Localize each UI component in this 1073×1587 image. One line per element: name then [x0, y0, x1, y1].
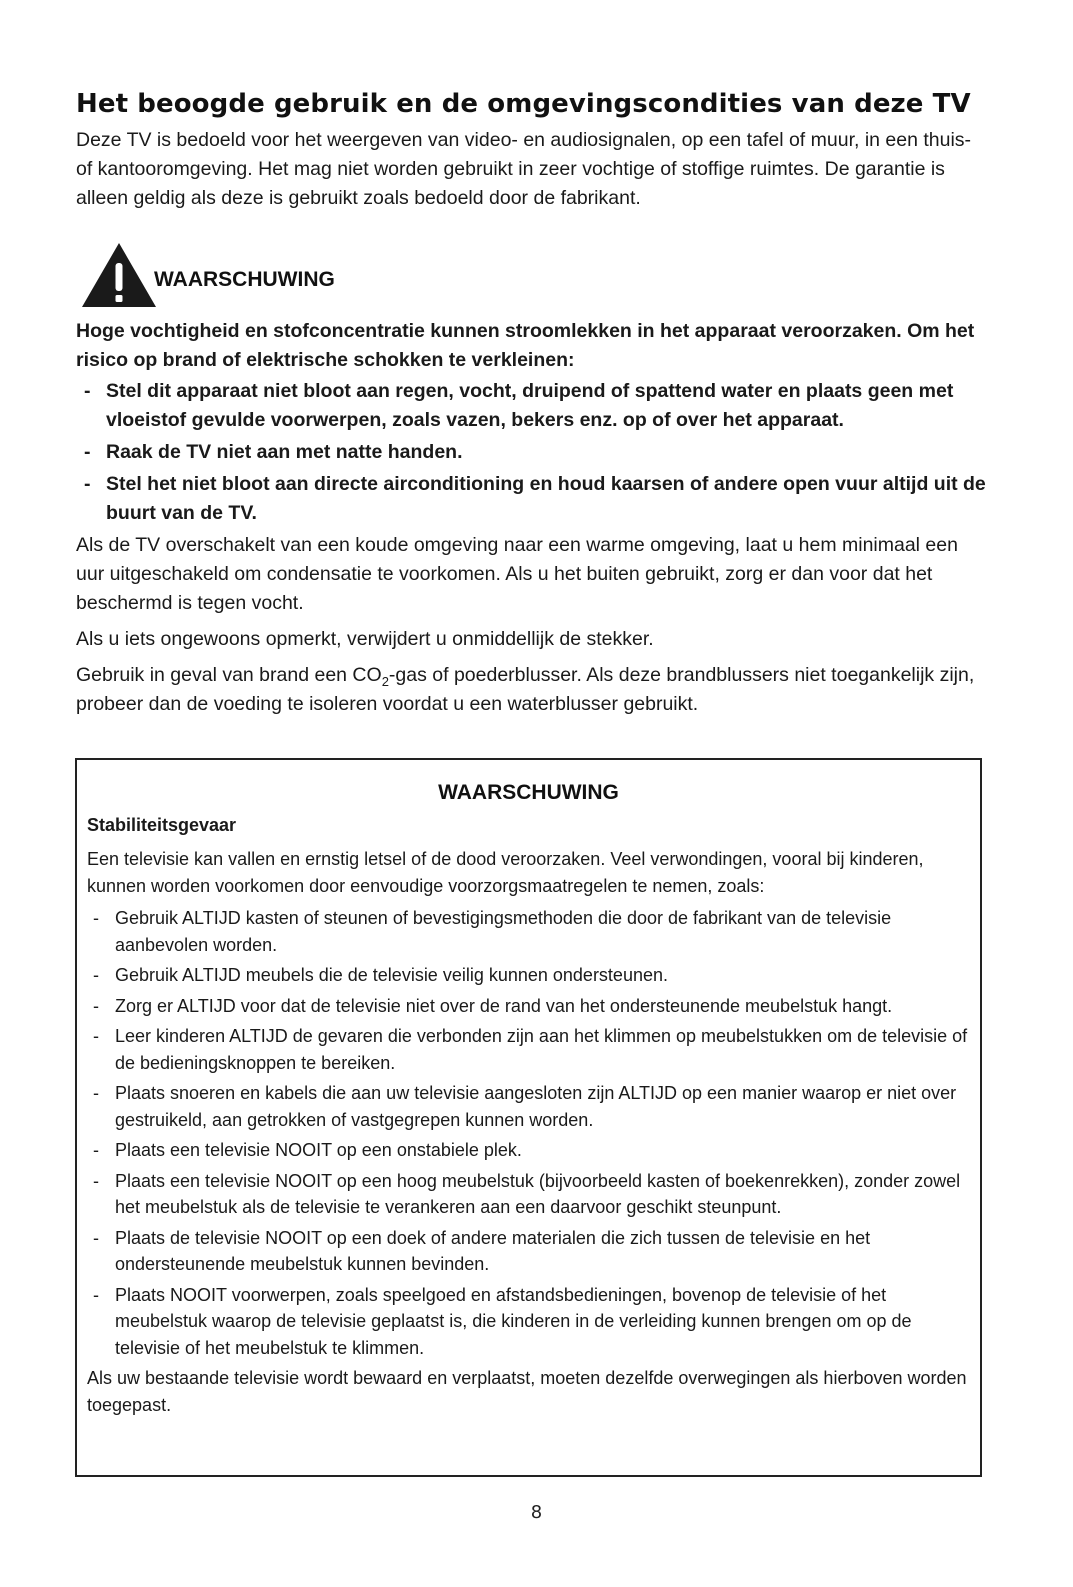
subscript-two: 2: [381, 673, 389, 689]
unusual-paragraph: Als u iets ongewoons opmerkt, verwijdert u onmiddellijk de stekker.: [76, 628, 654, 650]
list-item: - Gebruik ALTIJD meubels die de televisie veilig kunnen ondersteunen.: [87, 962, 970, 989]
warning-lead: Hoge vochtigheid en stofconcentratie kunnen stroomlekken in het apparaat veroorzaken. Om het risico op brand of elektrische schokken te verkleinen:: [76, 320, 975, 371]
list-item: - Gebruik ALTIJD kasten of steunen of bevestigingsmethoden die door de fabrikant van de televisie aanbevolen worden.: [87, 905, 970, 958]
section-intro: Deze TV is bedoeld voor het weergeven van video- en audiosignalen, op een tafel of muur, in een thuis- of kantooromgeving. Het mag niet worden gebruikt in zeer vochtige of stoffige ruimtes. De garantie is alleen geldig als deze is gebruikt zoals bedoeld door de fabrikant.: [76, 129, 972, 209]
warning-list: [76, 377, 991, 528]
list-item: - Plaats snoeren en kabels die aan uw televisie aangesloten zijn ALTIJD op een manier waarop er niet over gestruikeld, aan getrokken of vastgegrepen kunnen worden.: [87, 1080, 970, 1133]
list-item: - Plaats NOOIT voorwerpen, zoals speelgoed en afstandsbedieningen, bovenop de televisie of het meubelstuk waarop de televisie geplaatst is, die kinderen in de verleiding kunnen brengen om op de televisie of het meubelstuk te klimmen.: [87, 1282, 970, 1362]
list-item: - Zorg er ALTIJD voor dat de televisie niet over de rand van het ondersteunende meubelstuk hangt.: [87, 993, 970, 1020]
stability-list: [87, 905, 970, 1361]
page-number: 8: [530, 1502, 543, 1523]
box-subtitle: Stabiliteitsgevaar: [87, 815, 237, 835]
box-intro: Een televisie kan vallen en ernstig letsel of de dood veroorzaken. Veel verwondingen, vooral bij kinderen, kunnen worden voorkomen door eenvoudige voorzorgsmaatregelen te nemen, zoals:: [87, 849, 924, 896]
warning-header: [76, 241, 991, 309]
list-item: - Stel dit apparaat niet bloot aan regen, vocht, druipend of spattend water en plaats geen met vloeistof gevulde voorwerpen, zoals vazen, bekers enz. op of over het apparaat.: [76, 377, 991, 435]
box-outro: Als uw bestaande televisie wordt bewaard en verplaatst, moeten dezelfde overwegingen als hierboven worden toegepast.: [87, 1368, 967, 1415]
list-item: - Plaats een televisie NOOIT op een onstabiele plek.: [87, 1137, 970, 1164]
list-item: - Leer kinderen ALTIJD de gevaren die verbonden zijn aan het klimmen op meubelstukken om de televisie of de bedieningsknoppen te bereiken.: [87, 1023, 970, 1076]
list-item: - Raak de TV niet aan met natte handen.: [76, 438, 991, 467]
condensation-paragraph: Als de TV overschakelt van een koude omgeving naar een warme omgeving, laat u hem minimaal een uur uitgeschakeld om condensatie te voorkomen. Als u het buiten gebruikt, zorg er dan voor dat het beschermd is tegen vocht.: [76, 534, 958, 614]
fire-paragraph: [76, 661, 991, 719]
page-content: [76, 86, 991, 726]
warning-title: WAARSCHUWING: [154, 268, 335, 291]
section-title: Het beoogde gebruik en de omgevingscondities van deze TV: [76, 89, 971, 119]
box-title: WAARSCHUWING: [438, 781, 619, 804]
list-item: - Stel het niet bloot aan directe airconditioning en houd kaarsen of andere open vuur altijd uit de buurt van de TV.: [76, 470, 991, 528]
fire-text-end: -gas of poederblusser. Als deze brandblussers niet toegankelijk zijn, probeer dan de voeding te isoleren voordat u een waterblusser gebruikt.: [76, 664, 975, 715]
warning-triangle-icon: [80, 241, 158, 309]
list-item: - Plaats een televisie NOOIT op een hoog meubelstuk (bijvoorbeeld kasten of boekenrekken), zonder zowel het meubelstuk als de televisie te verankeren aan een daarvoor geschikt steunpunt.: [87, 1168, 970, 1221]
fire-text-start: Gebruik in geval van brand een CO: [76, 664, 382, 686]
list-item: - Plaats de televisie NOOIT op een doek of andere materialen die zich tussen de televisie en het ondersteunende meubelstuk kunnen bevinden.: [87, 1225, 970, 1278]
stability-warning-box: [75, 758, 982, 1477]
